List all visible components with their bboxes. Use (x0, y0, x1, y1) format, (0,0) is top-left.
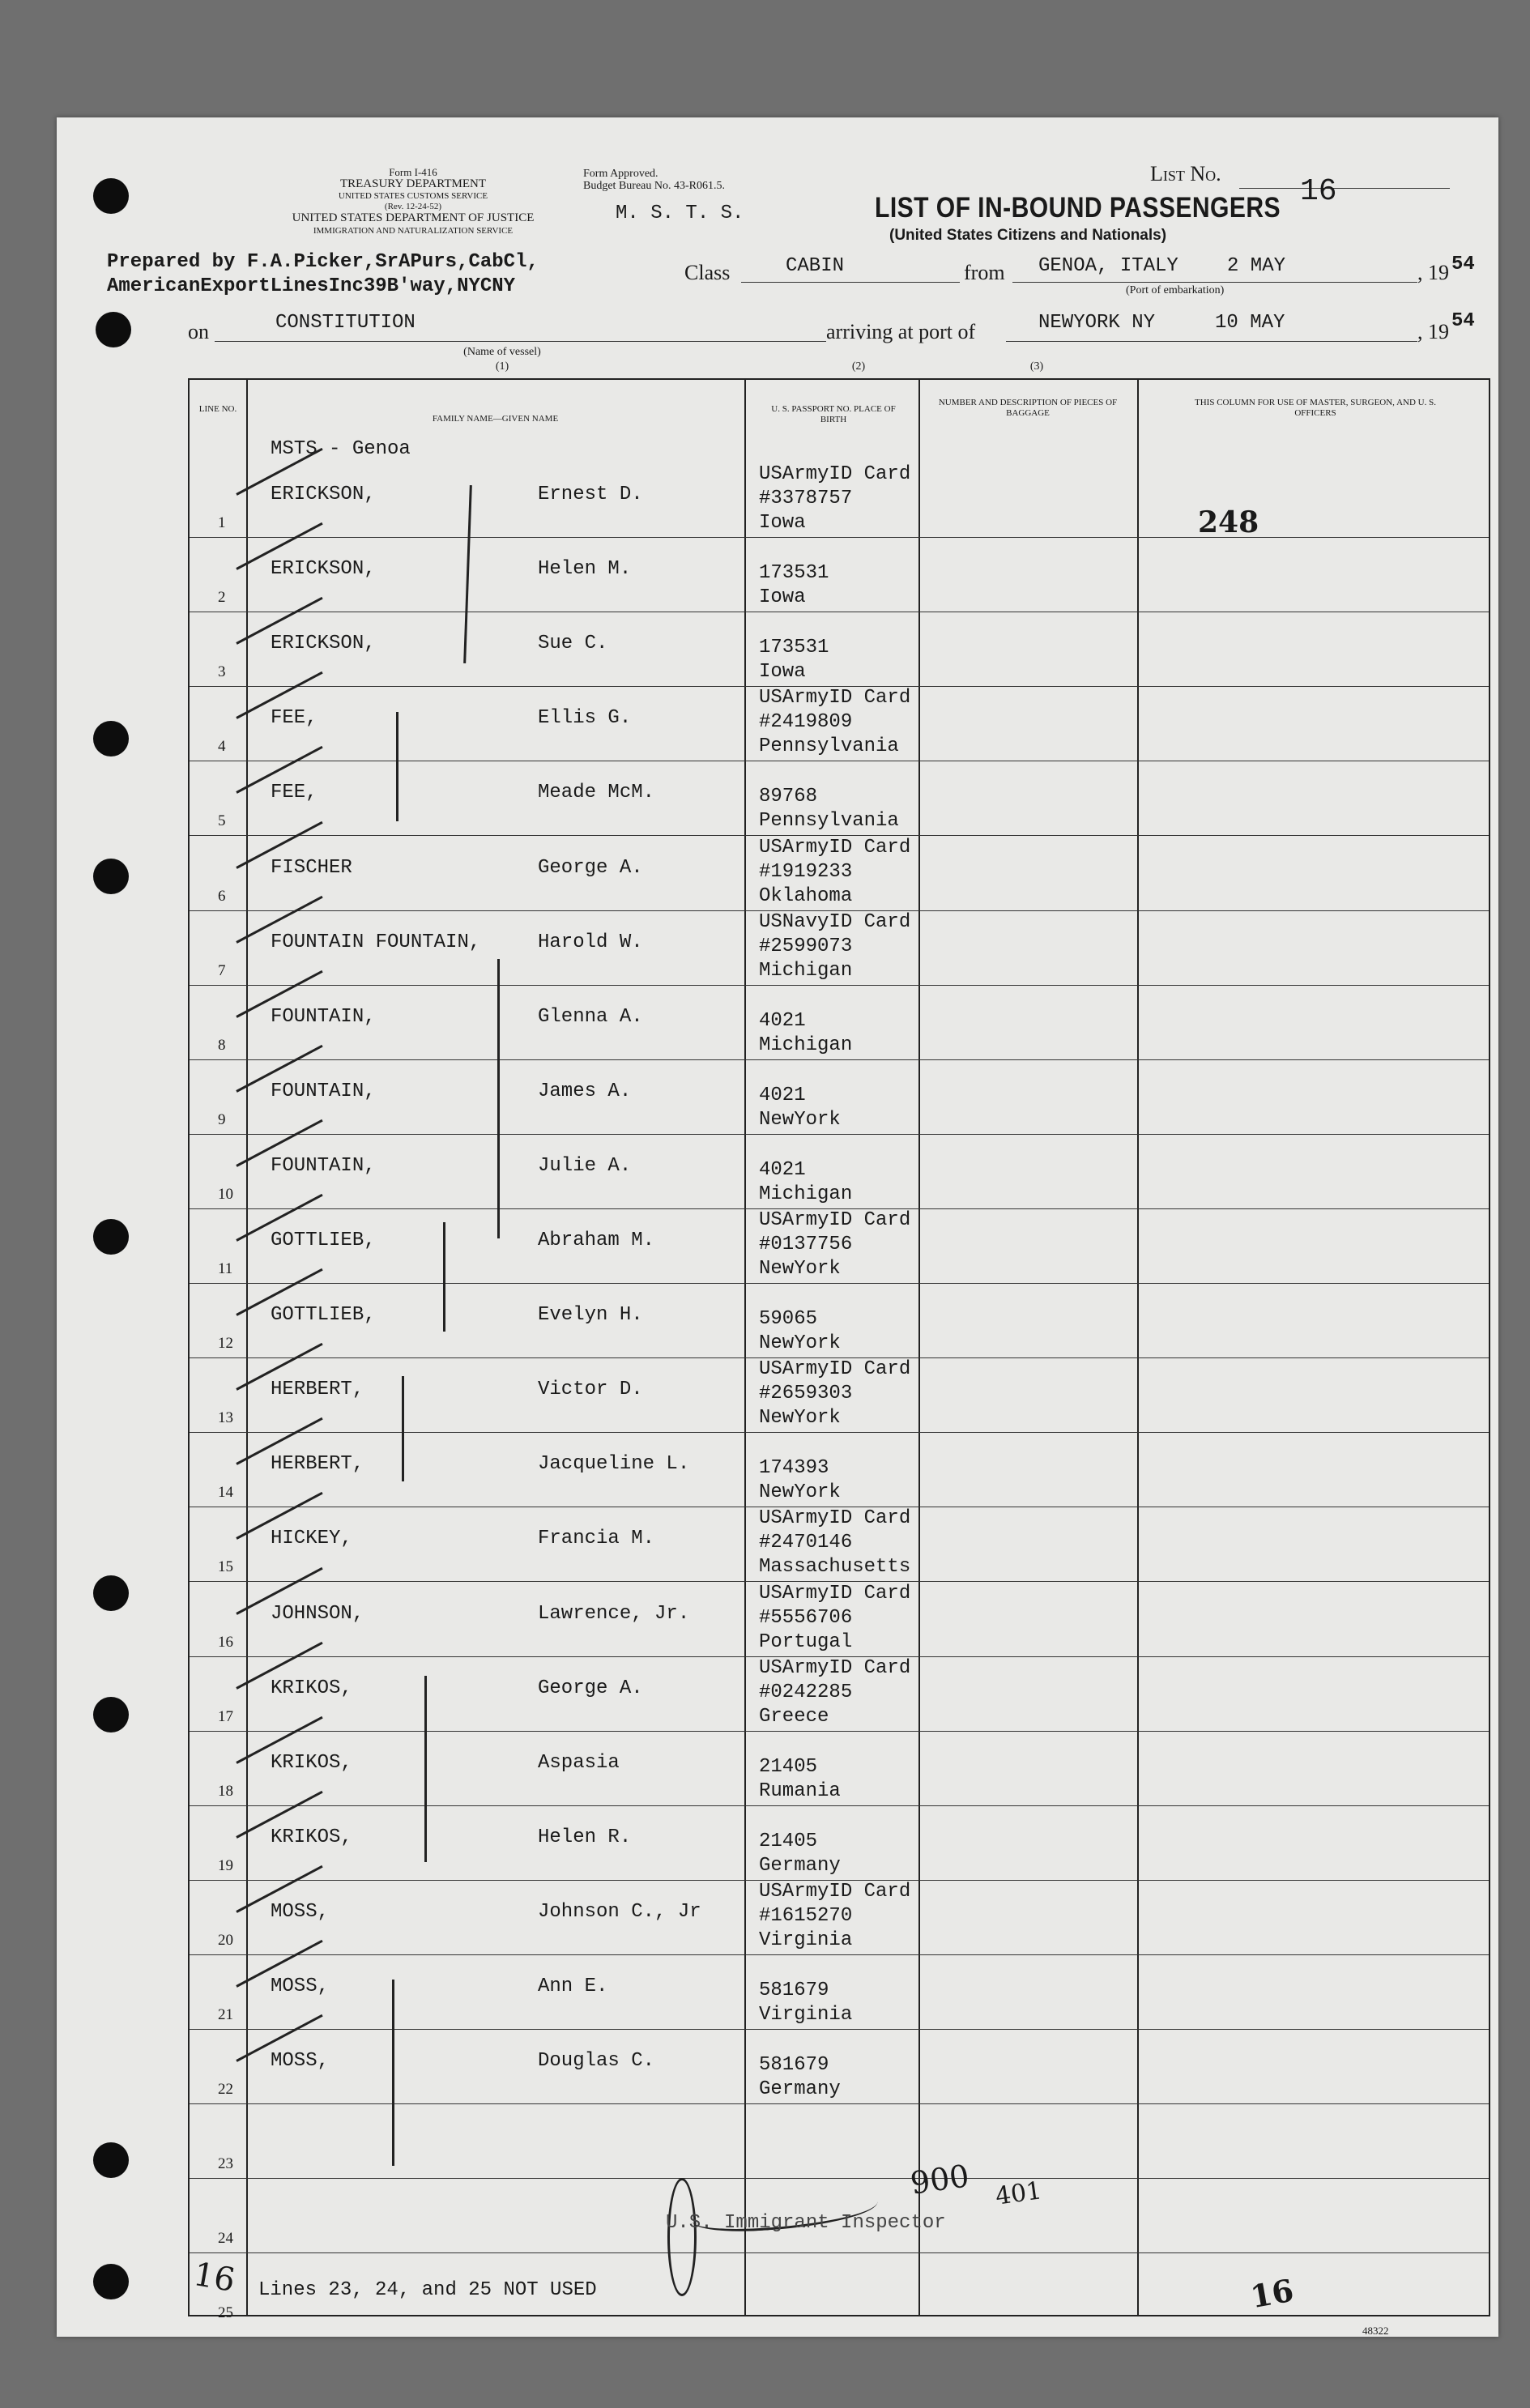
bracket-mark (396, 712, 398, 821)
punch-hole (96, 312, 131, 347)
table-row (190, 2103, 1489, 2179)
table-row (190, 462, 1489, 538)
given-name: Lawrence, Jr. (538, 1602, 690, 1625)
table-row (190, 1059, 1489, 1135)
line-number: 8 (218, 1036, 226, 1054)
line-number: 16 (218, 1633, 233, 1651)
line-number: 3 (218, 663, 226, 681)
class-underline (741, 282, 960, 283)
justice-dept: UNITED STATES DEPARTMENT OF JUSTICE (292, 211, 535, 224)
place-of-birth: NewYork (759, 1481, 841, 1504)
document-type: USNavyID Card (759, 910, 911, 933)
vessel-name: CONSTITUTION (275, 312, 416, 334)
table-row (190, 1357, 1489, 1433)
place-of-birth: Michigan (759, 959, 853, 982)
given-name: George A. (538, 1677, 643, 1699)
inspector-code: 900 (908, 2158, 972, 2201)
family-name: GOTTLIEB, (271, 1304, 376, 1327)
place-of-birth: Rumania (759, 1779, 841, 1802)
table-row (190, 1582, 1489, 1657)
line-number: 19 (218, 1856, 233, 1874)
place-of-birth: Michigan (759, 1183, 853, 1205)
given-name: Glenna A. (538, 1005, 643, 1028)
passport-number: 4021 (759, 1084, 806, 1106)
line-number: 13 (218, 1409, 233, 1427)
port-embark-label: (Port of embarkation) (1126, 284, 1225, 296)
family-name: GOTTLIEB, (271, 1230, 376, 1251)
line-number: 1 (218, 514, 226, 532)
line-number: 17 (218, 1707, 233, 1725)
given-name: George A. (538, 856, 643, 879)
family-name: ERICKSON, (271, 484, 376, 505)
class-label: Class (684, 261, 731, 284)
passport-number: #0242285 (759, 1681, 853, 1703)
ins-service: IMMIGRATION AND NATURALIZATION SERVICE (313, 226, 514, 236)
on-label: on (188, 320, 209, 343)
place-of-birth: Germany (759, 1854, 841, 1877)
prepared-by-line2: AmericanExportLinesInc39B'way,NYCNY (107, 275, 516, 297)
family-name: MOSS, (271, 2050, 330, 2073)
treasury-dept: TREASURY DEPARTMENT (339, 177, 487, 190)
table-row (190, 910, 1489, 986)
given-name: Helen R. (538, 1826, 632, 1848)
customs-service: UNITED STATES CUSTOMS SERVICE (338, 191, 488, 201)
arriving-label: arriving at port of (826, 320, 976, 343)
corner-number: 16 (1247, 2271, 1297, 2316)
place-of-birth: NewYork (759, 1258, 841, 1280)
passport-number: #1615270 (759, 1904, 853, 1927)
family-name: JOHNSON, (271, 1602, 364, 1625)
family-name: KRIKOS, (271, 1826, 352, 1848)
punch-hole (93, 721, 129, 756)
punch-hole (93, 1697, 129, 1732)
passport-number: 21405 (759, 1830, 818, 1852)
table-row (190, 1283, 1489, 1358)
passport-number: #3378757 (759, 488, 853, 509)
form-number: Form I-416 (389, 166, 437, 178)
family-name: FOUNTAIN, (271, 1080, 376, 1102)
place-of-birth: Massachusetts (759, 1556, 911, 1579)
family-name: HERBERT, (271, 1453, 364, 1476)
place-of-birth: NewYork (759, 1332, 841, 1355)
passport-number: 59065 (759, 1308, 818, 1331)
punch-hole (93, 2264, 129, 2299)
family-name: FOUNTAIN, (271, 1154, 376, 1177)
from-port: GENOA, ITALY (1038, 255, 1178, 277)
from-date: 2 MAY (1227, 255, 1286, 277)
header-passport: U. S. PASSPORT NO. PLACE OF BIRTH (771, 404, 896, 424)
from-year: 54 (1451, 254, 1475, 275)
arrive-underline (1006, 341, 1417, 342)
place-of-birth: NewYork (759, 1108, 841, 1131)
place-of-birth: Michigan (759, 1034, 853, 1056)
line-number: 15 (218, 1558, 233, 1576)
line-number: 7 (218, 961, 226, 979)
passport-number: #0137756 (759, 1234, 853, 1255)
given-name: Johnson C., Jr (538, 1900, 701, 1923)
given-name: Meade McM. (538, 782, 655, 804)
header-officers: THIS COLUMN FOR USE OF MASTER, SURGEON, AND U. S. OFFICERS (1195, 398, 1436, 418)
punch-hole (93, 178, 129, 214)
table-row (190, 1731, 1489, 1806)
passport-number: 581679 (759, 2054, 829, 2077)
given-name: Julie A. (538, 1154, 632, 1177)
place-of-birth: NewYork (759, 1407, 841, 1430)
table-row (190, 686, 1489, 761)
table-row (190, 761, 1489, 836)
passport-number: 89768 (759, 786, 818, 808)
family-name: MOSS, (271, 1900, 330, 1923)
line-number: 22 (218, 2081, 233, 2099)
table-row (190, 1208, 1489, 1284)
col3-num: (3) (1029, 360, 1044, 373)
arrive-date: 10 MAY (1215, 312, 1285, 334)
line-number: 5 (218, 812, 226, 830)
arrive-year: 54 (1451, 310, 1475, 332)
list-no-underline (1239, 188, 1450, 189)
line-number: 23 (218, 2155, 233, 2173)
given-name: Evelyn H. (538, 1304, 643, 1327)
document-type: USArmyID Card (759, 1582, 911, 1605)
document-type: USArmyID Card (759, 1880, 911, 1903)
given-name: James A. (538, 1080, 632, 1102)
line-number: 21 (218, 2006, 233, 2024)
passport-number: #1919233 (759, 860, 853, 883)
table-row (190, 1954, 1489, 2030)
form-sheet (57, 117, 1498, 2337)
bracket-mark (424, 1676, 427, 1862)
passport-number: 173531 (759, 637, 829, 659)
footer-note: Lines 23, 24, and 25 NOT USED (258, 2279, 597, 2301)
place-of-birth: Pennsylvania (759, 810, 899, 833)
line-number: 2 (218, 589, 226, 607)
table-row (190, 985, 1489, 1060)
place-of-birth: Iowa (759, 661, 806, 684)
document-type: USArmyID Card (759, 687, 911, 710)
table-row (190, 612, 1489, 687)
given-name: Aspasia (538, 1751, 620, 1774)
revision-date: (Rev. 12-24-52) (384, 202, 442, 211)
table-row (190, 1432, 1489, 1507)
line-number: 6 (218, 887, 226, 905)
passport-number: #2599073 (759, 935, 853, 957)
form-approved: Form Approved. (583, 168, 658, 180)
line-number: 9 (218, 1110, 226, 1128)
passport-number: 4021 (759, 1009, 806, 1032)
table-row (190, 2029, 1489, 2104)
passport-number: #2470146 (759, 1532, 853, 1554)
line-number: 18 (218, 1782, 233, 1800)
vessel-caption: (Name of vessel) (463, 346, 541, 358)
from-underline (1012, 282, 1417, 283)
arrive-port: NEWYORK NY (1038, 312, 1156, 334)
given-name: Ann E. (538, 1975, 608, 1997)
line-number: 12 (218, 1335, 233, 1353)
place-of-birth: Greece (759, 1705, 829, 1728)
inspector-signature-loop (667, 2178, 697, 2296)
place-of-birth: Iowa (759, 512, 806, 534)
budget-bureau: Budget Bureau No. 43-R061.5. (583, 180, 725, 192)
table-row (190, 1805, 1489, 1881)
place-of-birth: Oklahoma (759, 884, 853, 907)
line-number: 11 (218, 1260, 233, 1278)
header-name: FAMILY NAME—GIVEN NAME (432, 414, 559, 424)
prepared-by-line1: Prepared by F.A.Picker,SrAPurs,CabCl, (107, 251, 539, 273)
document-type: USArmyID Card (759, 1209, 911, 1231)
line-number: 14 (218, 1484, 233, 1502)
class-value: CABIN (786, 255, 845, 277)
bracket-mark (497, 959, 500, 1238)
vessel-col-num: (1) (495, 360, 509, 373)
given-name: Sue C. (538, 633, 608, 655)
officer-note: 248 (1198, 505, 1259, 539)
form-subtitle: (United States Citizens and Nationals) (889, 227, 1167, 244)
given-name: Abraham M. (538, 1230, 655, 1251)
passport-number: 21405 (759, 1755, 818, 1778)
passport-number: #5556706 (759, 1606, 853, 1629)
place-of-birth: Virginia (759, 1929, 853, 1951)
document-type: USArmyID Card (759, 463, 911, 485)
passport-number: 174393 (759, 1457, 829, 1480)
family-name: FOUNTAIN FOUNTAIN, (271, 931, 481, 953)
header-line-no: LINE NO. (198, 404, 237, 414)
from-label: from (964, 261, 1005, 284)
family-name: HERBERT, (271, 1379, 364, 1401)
vessel-underline (215, 341, 875, 342)
bracket-mark (443, 1222, 445, 1332)
family-name: MOSS, (271, 1975, 330, 1997)
form-title: LIST OF IN-BOUND PASSENGERS (875, 192, 1281, 224)
print-code: 48322 (1362, 2325, 1389, 2337)
table-row (190, 1656, 1489, 1732)
given-name: Harold W. (538, 931, 643, 953)
passport-number: 581679 (759, 1980, 829, 2001)
punch-hole (93, 1219, 129, 1255)
list-no-label: List No. (1150, 162, 1221, 185)
family-name: KRIKOS, (271, 1751, 352, 1774)
place-of-birth: Germany (759, 2078, 841, 2101)
table-row (190, 1134, 1489, 1209)
given-name: Victor D. (538, 1379, 643, 1401)
family-name: HICKEY, (271, 1528, 352, 1550)
given-name: Francia M. (538, 1528, 655, 1550)
document-type: USArmyID Card (759, 836, 911, 859)
margin-note: 16 (190, 2255, 238, 2300)
passport-number: 173531 (759, 562, 829, 585)
line-number: 20 (218, 1931, 233, 1949)
inspector-label: U.S. Immigrant Inspector (666, 2212, 946, 2234)
line-number: 24 (218, 2230, 233, 2248)
bracket-mark (392, 1980, 394, 2166)
passenger-table (188, 378, 1490, 2322)
line-number: 10 (218, 1185, 233, 1203)
line-number: 25 (218, 2304, 233, 2322)
list-no-value: 16 (1300, 174, 1337, 209)
passport-number: 4021 (759, 1158, 806, 1181)
given-name: Ernest D. (538, 484, 643, 505)
inspector-code-2: 401 (993, 2176, 1044, 2211)
place-of-birth: Portugal (759, 1630, 853, 1653)
punch-hole (93, 2142, 129, 2178)
document-type: USArmyID Card (759, 1358, 911, 1381)
given-name: Ellis G. (538, 707, 632, 730)
family-name: ERICKSON, (271, 633, 376, 655)
year-prefix-2: , 19 (1417, 320, 1449, 343)
family-name: FOUNTAIN, (271, 1005, 376, 1028)
bracket-mark (402, 1376, 404, 1481)
given-name: Helen M. (538, 558, 632, 581)
document-type: USArmyID Card (759, 1507, 911, 1530)
place-of-birth: Pennsylvania (759, 735, 899, 758)
place-of-birth: Virginia (759, 2004, 853, 2026)
year-prefix: , 19 (1417, 261, 1449, 284)
punch-hole (93, 859, 129, 894)
given-name: Douglas C. (538, 2050, 655, 2073)
table-row (190, 1507, 1489, 1582)
family-name: FEE, (271, 707, 318, 730)
document-type: USArmyID Card (759, 1656, 911, 1679)
family-name: ERICKSON, (271, 558, 376, 581)
table-row (190, 836, 1489, 911)
punch-hole (93, 1575, 129, 1611)
col2-num: (2) (851, 360, 866, 373)
table-row (190, 1880, 1489, 1955)
family-name: FISCHER (271, 856, 352, 879)
msts-label: M. S. T. S. (616, 202, 744, 224)
given-name: Jacqueline L. (538, 1453, 690, 1476)
header-baggage: NUMBER AND DESCRIPTION OF PIECES OF BAGGAGE (938, 398, 1118, 418)
line-number: 4 (218, 738, 226, 756)
family-name: KRIKOS, (271, 1677, 352, 1699)
group-label: MSTS - Genoa (271, 438, 411, 460)
rows-container (190, 380, 1489, 2322)
place-of-birth: Iowa (759, 586, 806, 609)
passport-number: #2659303 (759, 1383, 853, 1405)
table-row (190, 537, 1489, 612)
passport-number: #2419809 (759, 711, 853, 734)
family-name: FEE, (271, 782, 318, 804)
